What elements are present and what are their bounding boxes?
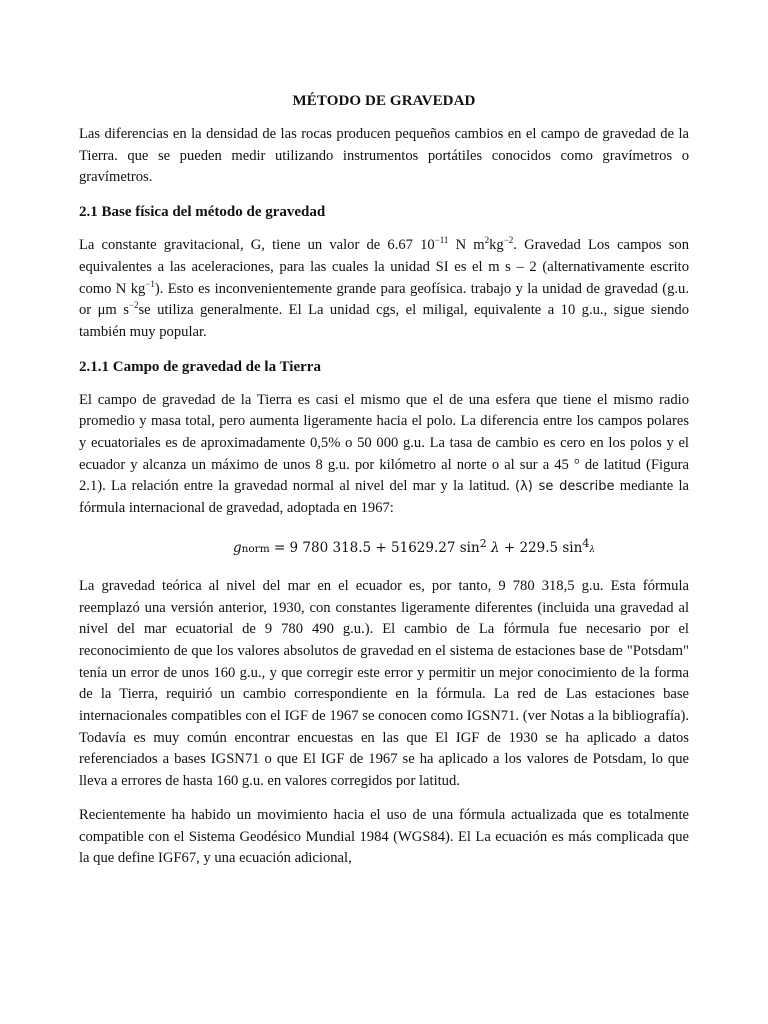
- formula-lambda: λ: [589, 544, 596, 555]
- formula-term: + 229.5 sin: [499, 539, 583, 556]
- text-run: kg: [489, 237, 504, 254]
- text-run: El campo de gravedad de la Tierra es casi el mismo que el de una esfera que tiene el mismo radio promedio y masa total, pero aumenta ligeramente hacia el polo. La diferencia entre los campos polares y ecuatoriales es de aproximadamente 0,5% o 50 000 g.u. La tasa de cambio es cero en los polos y el ecuador y alcanza un máximo de unos 8 g.u. por kilómetro al norte o al sur a 45 ° de latitud (Figura 2.1). La relación entre la gravedad normal al nivel del mar y la latitud.: [79, 391, 689, 495]
- exponent: −11: [434, 235, 449, 246]
- exponent: −2: [128, 300, 139, 311]
- text-run-sans: (λ) se describe: [515, 479, 615, 495]
- text-run: se utiliza generalmente. El La unidad cgs, el miligal, equivalente a 10 g.u., sigue siendo también muy popular.: [79, 302, 690, 340]
- document-title: MÉTODO DE GRAVEDAD: [292, 93, 476, 109]
- formula-power: 4: [582, 536, 590, 550]
- exponent: 2: [484, 235, 490, 246]
- formula-term: = 9 780 318.5 + 51629.27 sin: [269, 539, 480, 556]
- exponent: −2: [503, 235, 514, 246]
- theoretical-gravity-paragraph: La gravedad teórica al nivel del mar en el ecuador es, por tanto, 9 780 318,5 g.u. Esta fórmula reemplazó una versión anterior, 1930, con constantes ligeramente diferentes (incluida una gravedad al nivel del mar ecuatorial de 9 780 490 g.u.). El cambio de La fórmula fue necesario por el reconocimiento de que los valores absolutos de gravedad en el sistema de estaciones base de "Potsdam" tenía un error de unos 160 g.u., y que corregir este error y permitir un mejor conocimiento de la forma de la Tierra, requirió un cambio correspondiente en la fórmula. La red de Las estaciones base internacionales compatibles con el IGF de 1967 se conocen como IGSN71. (ver Notas a la bibliografía). Todavía es muy común encontrar encuestas en las que El IGF de 1930 se ha aplicado a datos referenciados a bases IGSN71 o que El IGF de 1967 se ha aplicado a los valores de Potsdam, lo que lleva a errores de hasta 160 g.u. en valores corregidos por latitud.: [79, 577, 689, 790]
- text-run: La constante gravitacional, G, tiene un valor de 6.67 10: [79, 237, 435, 254]
- intro-paragraph: Las diferencias en la densidad de las rocas producen pequeños cambios en el campo de gravedad de la Tierra. que se pueden medir utilizando instrumentos portátiles conocidos como gravímetros o gravímetros.: [79, 126, 689, 186]
- text-run: N m: [448, 237, 485, 254]
- earth-gravity-paragraph: [79, 390, 689, 520]
- gravitational-constant-paragraph: [79, 235, 689, 344]
- formula-power: 2: [479, 536, 487, 550]
- section-heading-base-fisica: 2.1 Base física del método de gravedad: [79, 204, 326, 221]
- formula-g: g: [232, 539, 242, 556]
- text-run: . Gravedad Los campos son equivalentes a las aceleraciones, para las cuales la unidad SI es el m s – 2 (alternativamente escrito como N kg: [79, 237, 689, 297]
- wgs84-paragraph: Recientemente ha habido un movimiento hacia el uso de una fórmula actualizada que es totalmente compatible con el Sistema Geodésico Mundial 1984 (WGS84). El La ecuación es más complicada que la que define IGF67, y una ecuación adicional,: [79, 806, 689, 867]
- text-run: ). Esto es inconvenientemente grande para geofísica. trabajo y la unidad de gravedad (g.u. or μm s: [79, 280, 689, 319]
- document-page: [79, 90, 689, 882]
- text-run: mediante la fórmula internacional de gravedad, adoptada en 1967:: [79, 478, 689, 517]
- formula-subscript: norm: [241, 542, 270, 555]
- formula-lambda: λ: [486, 539, 500, 556]
- exponent: −1: [145, 278, 155, 289]
- section-heading-campo-gravedad: 2.1.1 Campo de gravedad de la Tierra: [79, 358, 321, 375]
- gravity-formula: [79, 532, 689, 562]
